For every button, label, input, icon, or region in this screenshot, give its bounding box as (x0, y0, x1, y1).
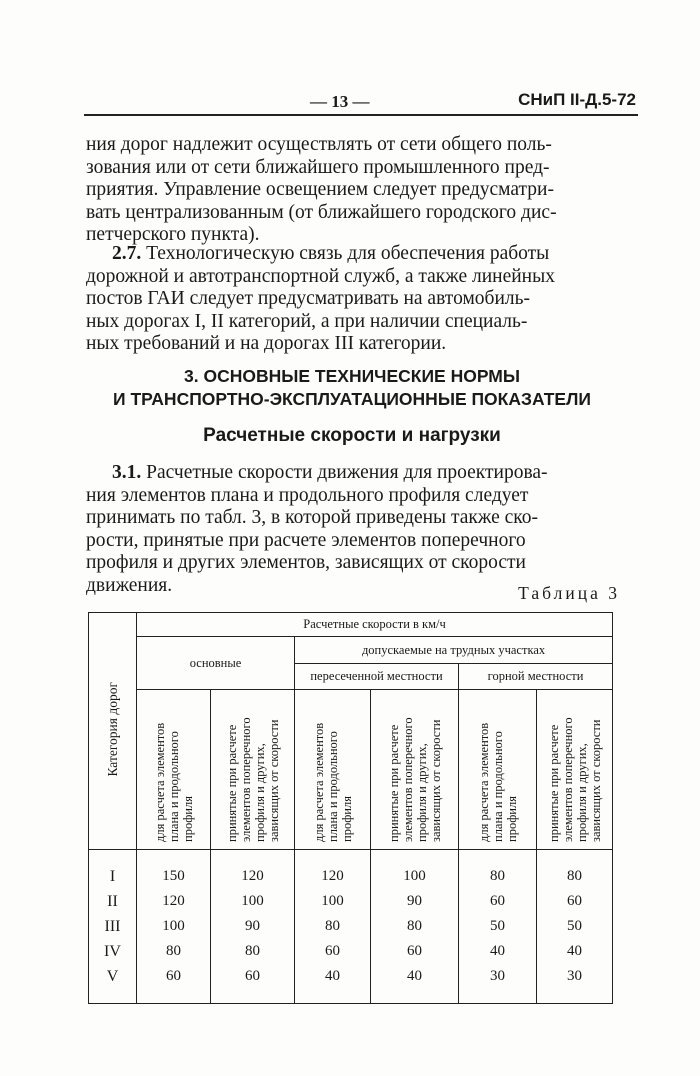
clause-number: 3.1. (112, 462, 142, 483)
table-row: V 60 60 40 40 30 30 (89, 964, 613, 989)
text-line: 2.7. Технологическую связь для обеспечения работы (112, 243, 550, 264)
header-rule (84, 114, 638, 116)
header-col-cross: принятые при расчете элементов поперечного профиля и других, зависящих от скорости (211, 690, 295, 850)
text-line: принимать по табл. 3, в которой приведены также ско- (86, 507, 539, 529)
text-line: постов ГАИ следует предусматривать на автомобиль- (86, 288, 531, 310)
text-line: ных дорогах I, II категорий, а при наличии специаль- (86, 310, 528, 332)
text-line: приятия. Управление освещением следует предусматри- (86, 179, 554, 201)
paragraph-continuation (86, 134, 618, 247)
header-col-cross: принятые при расчете элементов поперечного профиля и других, зависящих от скорости (371, 690, 459, 850)
page-number: — 13 — (310, 92, 370, 111)
header-mountain-terrain: горной местности (459, 664, 613, 690)
header-col-plan: для расчета элементов плана и продольного профиля (459, 690, 537, 850)
text-line: рости, принятые при расчете элементов поперечного (86, 529, 526, 551)
text-line: дорожной и автотранспортной служб, а также линейных (86, 265, 555, 287)
header-category: Категория дорог (89, 613, 137, 850)
table-row: IV 80 80 60 60 40 40 (89, 939, 613, 964)
text-line: ния дорог надлежит осуществлять от сети общего поль- (86, 134, 552, 155)
text-line: движения. (86, 574, 173, 596)
table-row: III 100 90 80 80 50 50 (89, 914, 613, 939)
header-title: Расчетные скорости в км/ч (137, 613, 613, 637)
section-heading: 3. ОСНОВНЫЕ ТЕХНИЧЕСКИЕ НОРМЫ (184, 366, 520, 386)
table-caption: Таблица 3 (518, 583, 620, 603)
text-line: профиля и других элементов, зависящих от скорости (86, 552, 526, 574)
text-line: вать централизованным (от ближайшего городского дис- (86, 201, 557, 223)
clause-number: 2.7. (112, 243, 142, 264)
document-code: СНиП II-Д.5-72 (518, 90, 636, 109)
text-line: ния элементов плана и продольного профиля следует (86, 484, 529, 506)
paragraph-2-7 (86, 243, 618, 356)
section-heading-line2: И ТРАНСПОРТНО-ЭКСПЛУАТАЦИОННЫЕ ПОКАЗАТЕЛИ (113, 389, 591, 409)
header-col-plan: для расчета элементов плана и продольного профиля (295, 690, 371, 850)
text-line: ных требований и на дорогах III категории. (86, 333, 447, 355)
header-col-cross: принятые при расчете элементов поперечного профиля и других, зависящих от скорости (537, 690, 613, 850)
header-basic: основные (137, 637, 295, 690)
header-difficult: допускаемые на трудных участках (295, 637, 613, 664)
text-line: петчерского пункта). (86, 224, 260, 246)
subheading: Расчетные скорости и нагрузки (203, 425, 501, 446)
table-row: II 120 100 100 90 60 60 (89, 889, 613, 914)
header-col-plan: для расчета элементов плана и продольного профиля (137, 690, 211, 850)
table-row: I 150 120 120 100 80 80 (89, 864, 613, 889)
paragraph-3-1 (86, 462, 618, 598)
speed-table (88, 612, 613, 1004)
text-line: 3.1. Расчетные скорости движения для проектирова- (112, 462, 548, 483)
text-line: зования или от сети ближайшего промышленного пред- (86, 156, 550, 178)
header-rough-terrain: пересеченной местности (295, 664, 459, 690)
